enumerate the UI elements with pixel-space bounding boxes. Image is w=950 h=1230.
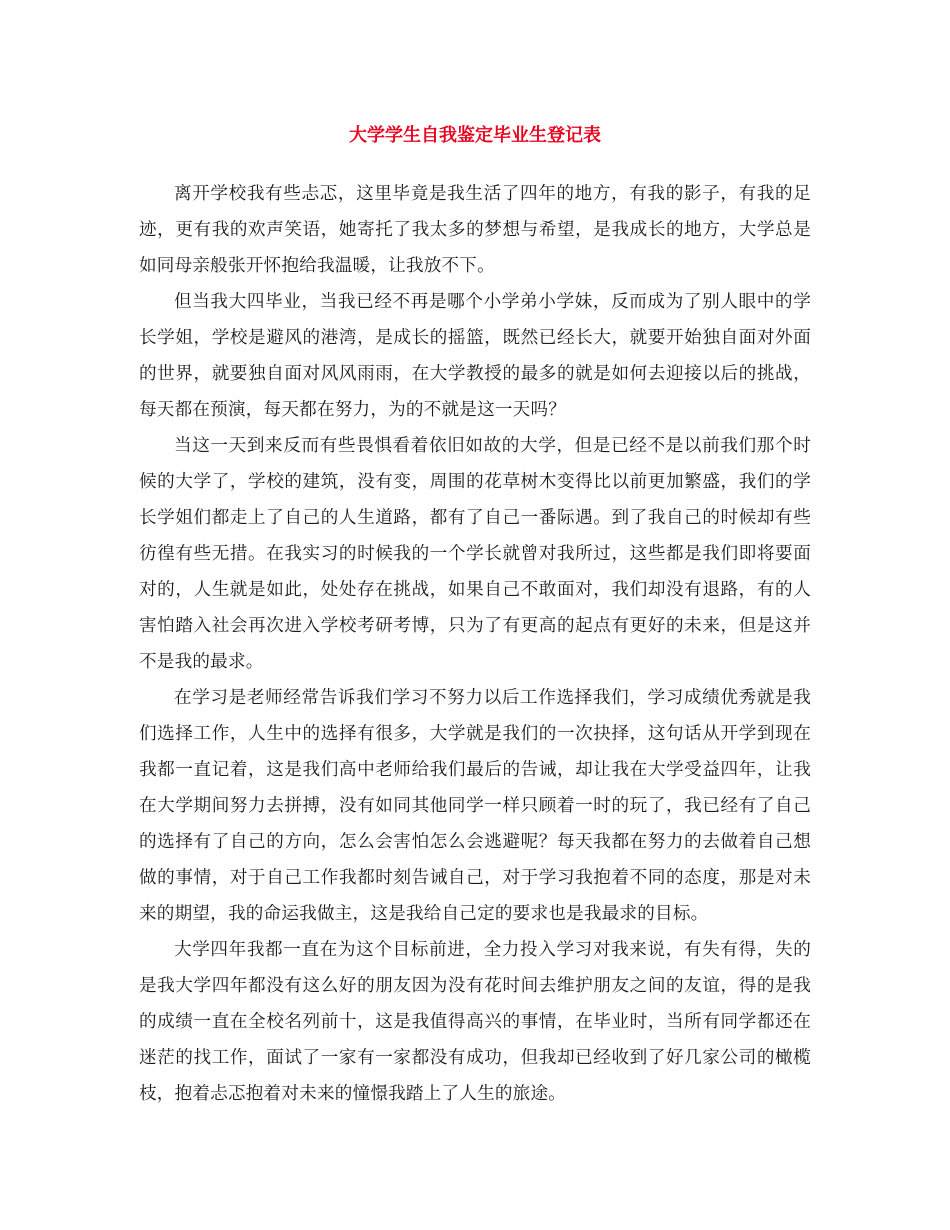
paragraph-5: 大学四年我都一直在为这个目标前进，全力投入学习对我来说，有失有得，失的是我大学四年都没有这么好的朋友因为没有花时间去维护朋友之间的友谊，得的是我的成绩一直在全校名列前十，这是我值得高兴的事情，在毕业时，当所有同学都还在迷茫的找工作，面试了一家有一家都没有成功，但我却已经收到了好几家公司的橄榄枝，抱着忐忑抱着对未来的憧憬我踏上了人生的旅途。 <box>139 940 811 1104</box>
document-body <box>139 176 811 1112</box>
paragraph-2: 但当我大四毕业，当我已经不再是哪个小学弟小学妹，反而成为了别人眼中的学长学姐，学校是避风的港湾，是成长的摇篮，既然已经长大，就要开始独自面对外面的世界，就要独自面对风风雨雨，在大学教授的最多的就是如何去迎接以后的挑战，每天都在预演，每天都在努力，为的不就是这一天吗？ <box>139 292 811 420</box>
paragraph-3: 当这一天到来反而有些畏惧看着依旧如故的大学，但是已经不是以前我们那个时候的大学了，学校的建筑，没有变，周围的花草树木变得比以前更加繁盛，我们的学长学姐们都走上了自己的人生道路，都有了自己一番际遇。到了我自己的时候却有些彷徨有些无措。在我实习的时候我的一个学长就曾对我所过，这些都是我们即将要面对的，人生就是如此，处处存在挑战，如果自己不敢面对，我们却没有退路，有的人害怕踏入社会再次进入学校考研考博，只为了有更高的起点有更好的未来，但是这并不是我的最求。 <box>139 436 811 672</box>
paragraph-1: 离开学校我有些忐忑，这里毕竟是我生活了四年的地方，有我的影子，有我的足迹，更有我的欢声笑语，她寄托了我太多的梦想与希望，是我成长的地方，大学总是如同母亲般张开怀抱给我温暖，让我放不下。 <box>139 184 811 276</box>
document-title: 大学学生自我鉴定毕业生登记表 <box>349 125 601 146</box>
paragraph-4: 在学习是老师经常告诉我们学习不努力以后工作选择我们，学习成绩优秀就是我们选择工作，人生中的选择有很多，大学就是我们的一次抉择，这句话从开学到现在我都一直记着，这是我们高中老师给我们最后的告诫，却让我在大学受益四年，让我在大学期间努力去拼搏，没有如同其他同学一样只顾着一时的玩了，我已经有了自己的选择有了自己的方向，怎么会害怕怎么会逃避呢？每天我都在努力的去做着自己想做的事情，对于自己工作我都时刻告诫自己，对于学习我抱着不同的态度，那是对未来的期望，我的命运我做主，这是我给自己定的要求也是我最求的目标。 <box>139 688 811 924</box>
